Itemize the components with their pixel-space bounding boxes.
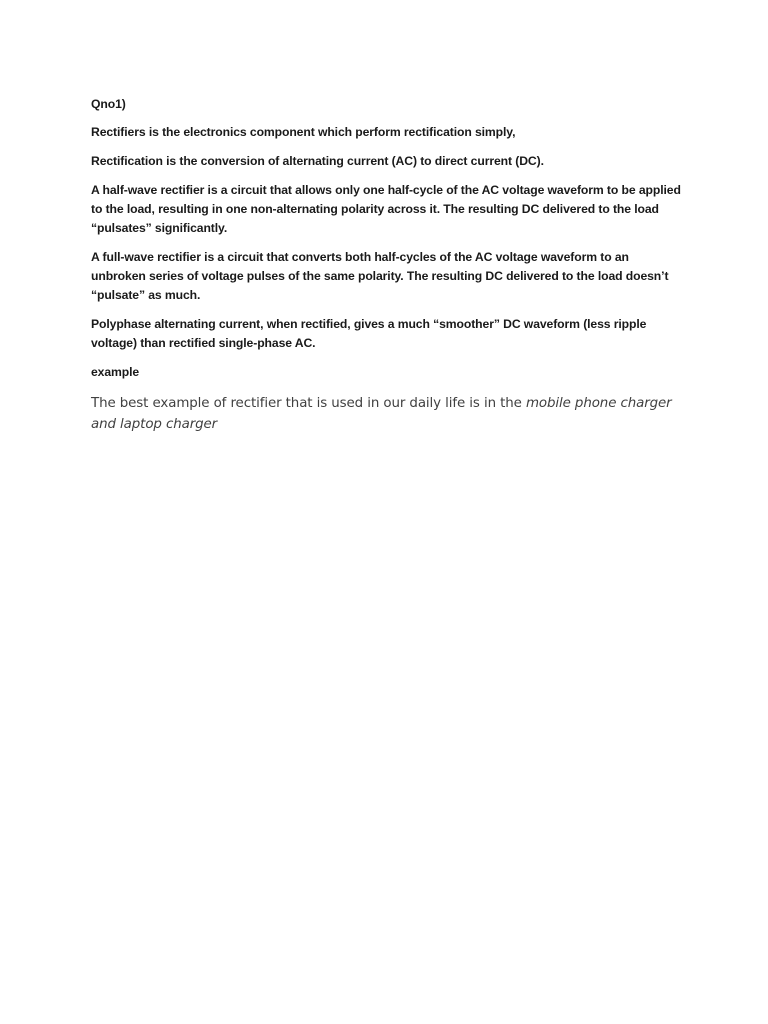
paragraph-rectifier-definition: Rectifiers is the electronics component which perform rectification simply, [91, 125, 516, 139]
paragraph-polyphase: Polyphase alternating current, when rectified, gives a much “smoother” DC waveform (less ripple voltage) than rectified single-phase AC. [91, 317, 647, 350]
paragraph-full-wave: A full-wave rectifier is a circuit that converts both half-cycles of the AC voltage waveform to an unbroken series of voltage pulses of the same polarity. The resulting DC delivered to the load doesn’t “pulsate” as much. [91, 250, 669, 302]
paragraph-half-wave: A half-wave rectifier is a circuit that allows only one half-cycle of the AC voltage waveform to be applied to the load, resulting in one non-alternating polarity across it. The resulting DC delivered to the load “pulsates” significantly. [91, 183, 681, 235]
example-paragraph [91, 393, 681, 435]
question-heading: Qno1) [91, 97, 126, 111]
paragraph-rectification-definition: Rectification is the conversion of alternating current (AC) to direct current (DC). [91, 154, 544, 168]
example-text-prefix: The best example of rectifier that is used in our daily life is in the [91, 396, 526, 411]
example-text-italic: mobile phone charger and laptop charger [91, 396, 672, 432]
example-label: example [91, 365, 140, 379]
document-content [91, 95, 681, 435]
